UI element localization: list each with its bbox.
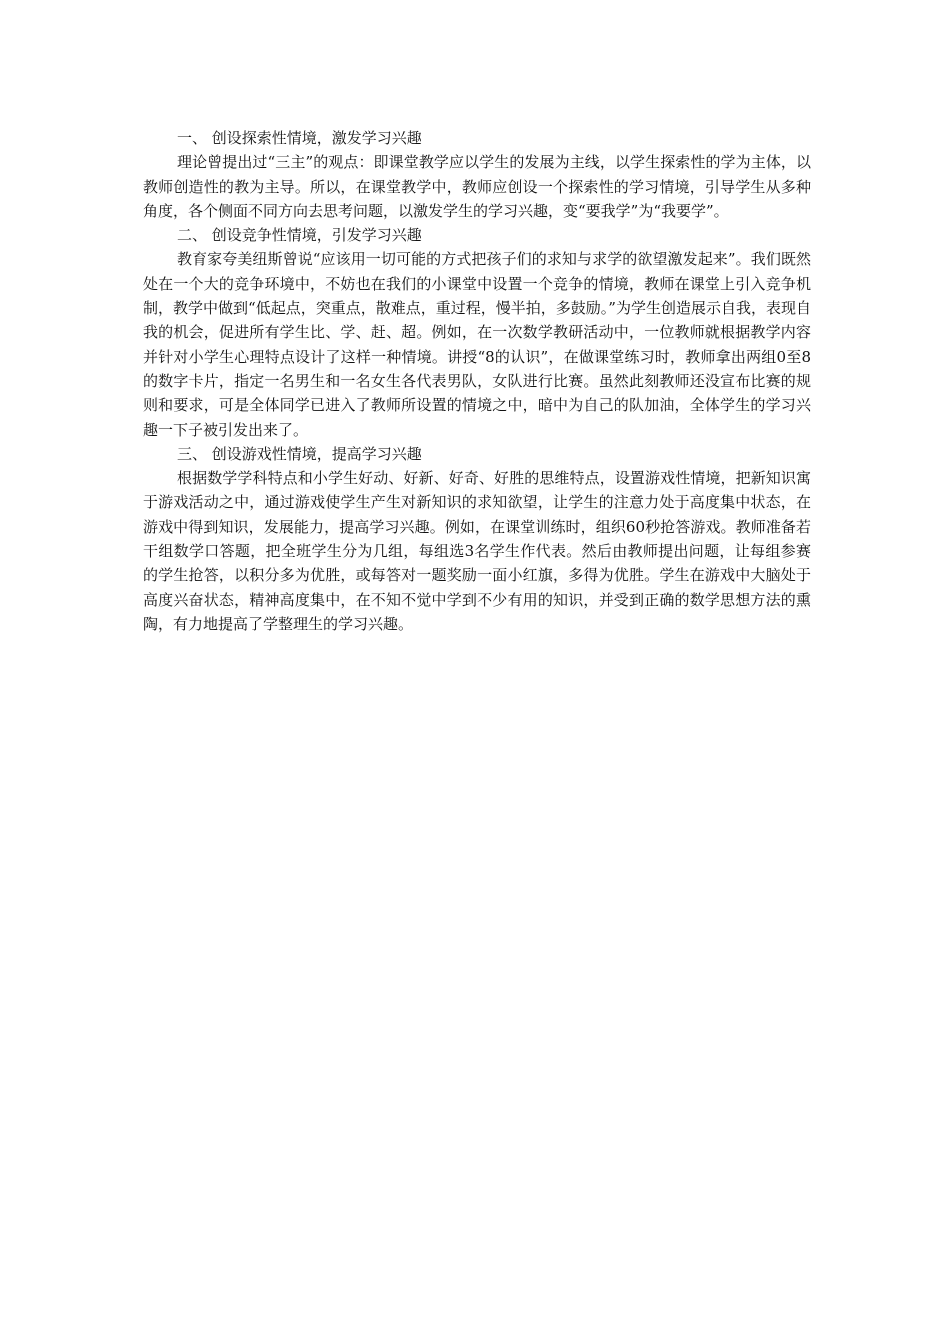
section-paragraph: 教育家夸美纽斯曾说“应该用一切可能的方式把孩子们的求知与求学的欲望激发起来”。我们既然处在一个大的竞争环境中，不妨也在我们的小课堂中设置一个竞争的情境，教师在课堂上引入竞争机制，教学中做到“低起点，突重点，散难点，重过程，慢半拍，多鼓励。”为学生创造展示自我，表现自我的机会，促进所有学生比、学、赶、超。例如，在一次数学教研活动中，一位教师就根据教学内容并针对小学生心理特点设计了这样一种情境。讲授“8的认识”，在做课堂练习时，教师拿出两组0至8的数字卡片，指定一名男生和一名女生各代表男队，女队进行比赛。虽然此刻教师还没宣布比赛的规则和要求，可是全体同学已进入了教师所设置的情境之中，暗中为自己的队加油，全体学生的学习兴趣一下子被引发出来了。 [143,250,811,439]
section-paragraph: 理论曾提出过“三主”的观点：即课堂教学应以学生的发展为主线，以学生探索性的学为主体，以教师创造性的教为主导。所以，在课堂教学中，教师应创设一个探索性的学习情境，引导学生从多种角度，各个侧面不同方向去思考问题，以激发学生的学习兴趣，变“要我学”为“我要学”。 [143,153,811,220]
section-2 [143,223,811,442]
section-paragraph: 根据数学学科特点和小学生好动、好新、好奇、好胜的思维特点，设置游戏性情境，把新知识寓于游戏活动之中，通过游戏使学生产生对新知识的求知欲望，让学生的注意力处于高度集中状态，在游戏中得到知识，发展能力，提高学习兴趣。例如，在课堂训练时，组织60秒抢答游戏。教师准备若干组数学口答题，把全班学生分为几组，每组选3名学生作代表。然后由教师提出问题，让每组参赛的学生抢答，以积分多为优胜，或每答对一题奖励一面小红旗，多得为优胜。学生在游戏中大脑处于高度兴奋状态，精神高度集中，在不知不觉中学到不少有用的知识，并受到正确的数学思想方法的熏陶，有力地提高了学整理生的学习兴趣。 [143,469,811,633]
section-3 [143,442,811,636]
document-body [143,126,811,636]
section-heading: 三、 创设游戏性情境，提高学习兴趣 [177,444,422,463]
section-heading: 一、 创设探索性情境，激发学习兴趣 [177,129,422,147]
section-heading: 二、 创设竞争性情境，引发学习兴趣 [177,226,422,245]
section-1 [143,126,811,223]
